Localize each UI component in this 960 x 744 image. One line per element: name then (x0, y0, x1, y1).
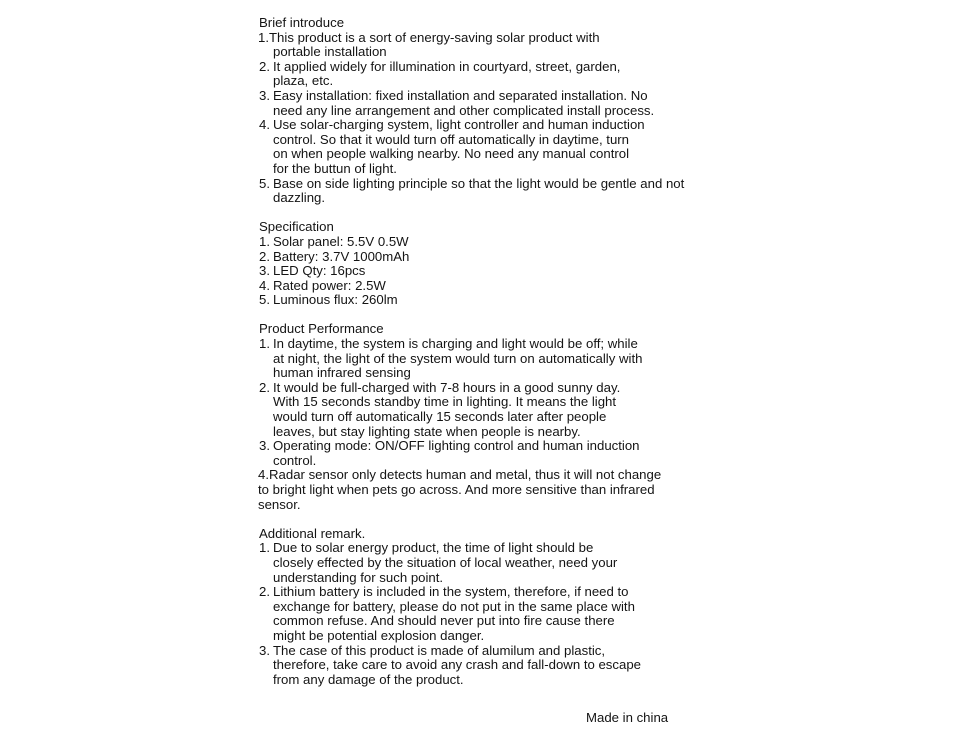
item-line: Solar panel: 5.5V 0.5W (273, 233, 409, 249)
item-number: 3. (259, 263, 270, 279)
list-item (258, 293, 728, 308)
item-line: to bright light when pets go across. And more sensitive than infrared (258, 482, 655, 497)
item-number: 3. (259, 438, 270, 454)
item-line: Operating mode: ON/OFF lighting control and human induction (273, 438, 640, 454)
item-line: With 15 seconds standby time in lighting. It means the light (273, 394, 617, 410)
item-number: 5. (259, 292, 270, 308)
brief-introduce-section (258, 16, 728, 206)
item-number: 4. (259, 277, 270, 293)
list-item (258, 118, 728, 176)
list-item (258, 31, 728, 60)
item-number: 4. (259, 117, 270, 133)
item-number: 2. (259, 248, 270, 264)
product-instructions (258, 16, 728, 702)
item-line: dazzling. (273, 190, 326, 206)
item-number: 2. (259, 584, 270, 600)
section-heading: Additional remark. (259, 525, 366, 541)
item-number: 3. (259, 87, 270, 103)
list-item (258, 381, 728, 439)
list-item (258, 468, 728, 512)
item-line: human infrared sensing (273, 365, 411, 381)
item-line: sensor. (258, 496, 301, 512)
item-line: control. (273, 452, 317, 468)
item-line: from any damage of the product. (273, 671, 464, 687)
item-number: 3. (259, 642, 270, 658)
section-heading: Specification (259, 219, 334, 235)
item-line: Luminous flux: 260lm (273, 292, 398, 308)
list-item (258, 644, 728, 688)
list-item (258, 177, 728, 206)
section-heading: Brief introduce (259, 15, 345, 30)
item-number: 2. (259, 379, 270, 395)
item-line: Rated power: 2.5W (273, 277, 386, 293)
item-number: 5. (259, 175, 270, 191)
item-number: 2. (259, 58, 270, 74)
item-line: on when people walking nearby. No need any manual control (273, 146, 630, 162)
item-line: common refuse. And should never put into fire cause there (273, 613, 615, 629)
list-item (258, 89, 728, 118)
item-line: for the buttun of light. (273, 160, 397, 176)
item-line: Due to solar energy product, the time of light should be (273, 540, 594, 556)
item-line: exchange for battery, please do not put in the same place with (273, 598, 635, 614)
item-line: therefore, take care to avoid any crash and fall-down to escape (273, 657, 642, 673)
specification-section (258, 220, 728, 308)
list-item (258, 235, 728, 250)
item-line: at night, the light of the system would turn on automatically with (273, 350, 643, 366)
list-item (258, 439, 728, 468)
list-item (258, 337, 728, 381)
item-line: LED Qty: 16pcs (273, 263, 366, 279)
item-line: closely effected by the situation of local weather, need your (273, 554, 618, 570)
item-line: leaves, but stay lighting state when people is nearby. (273, 423, 581, 439)
additional-remark-section (258, 527, 728, 688)
item-line: portable installation (273, 44, 387, 60)
list-item (258, 60, 728, 89)
item-line: Battery: 3.7V 1000mAh (273, 248, 410, 264)
item-line: Radar sensor only detects human and metal, thus it will not change (269, 467, 662, 483)
item-line: It would be full-charged with 7-8 hours in a good sunny day. (273, 379, 621, 395)
item-number: 1. (259, 233, 270, 249)
list-item (258, 264, 728, 279)
list-item (258, 250, 728, 265)
item-line: control. So that it would turn off automatically in daytime, turn (273, 131, 629, 147)
item-line: would turn off automatically 15 seconds later after people (273, 409, 607, 425)
list-item (258, 585, 728, 643)
item-number: 1. (259, 336, 270, 352)
product-performance-section (258, 322, 728, 512)
item-line: In daytime, the system is charging and light would be off; while (273, 336, 638, 352)
item-line: The case of this product is made of alumilum and plastic, (273, 642, 606, 658)
item-line: need any line arrangement and other complicated install process. (273, 102, 655, 118)
item-line: This product is a sort of energy-saving solar product with (269, 29, 600, 45)
item-line: Base on side lighting principle so that the light would be gentle and not (273, 175, 685, 191)
item-number: 1. (258, 29, 269, 45)
item-line: understanding for such point. (273, 569, 444, 585)
item-line: Use solar-charging system, light controller and human induction (273, 117, 645, 133)
item-line: plaza, etc. (273, 73, 334, 89)
list-item (258, 541, 728, 585)
item-line: Lithium battery is included in the system, therefore, if need to (273, 584, 629, 600)
item-number: 1. (259, 540, 270, 556)
item-line: Easy installation: fixed installation and separated installation. No (273, 87, 648, 103)
item-number: 4. (258, 467, 269, 483)
made-in-label: Made in china (586, 710, 669, 725)
section-heading: Product Performance (259, 321, 384, 337)
item-line: It applied widely for illumination in courtyard, street, garden, (273, 58, 621, 74)
list-item (258, 279, 728, 294)
item-line: might be potential explosion danger. (273, 627, 485, 643)
